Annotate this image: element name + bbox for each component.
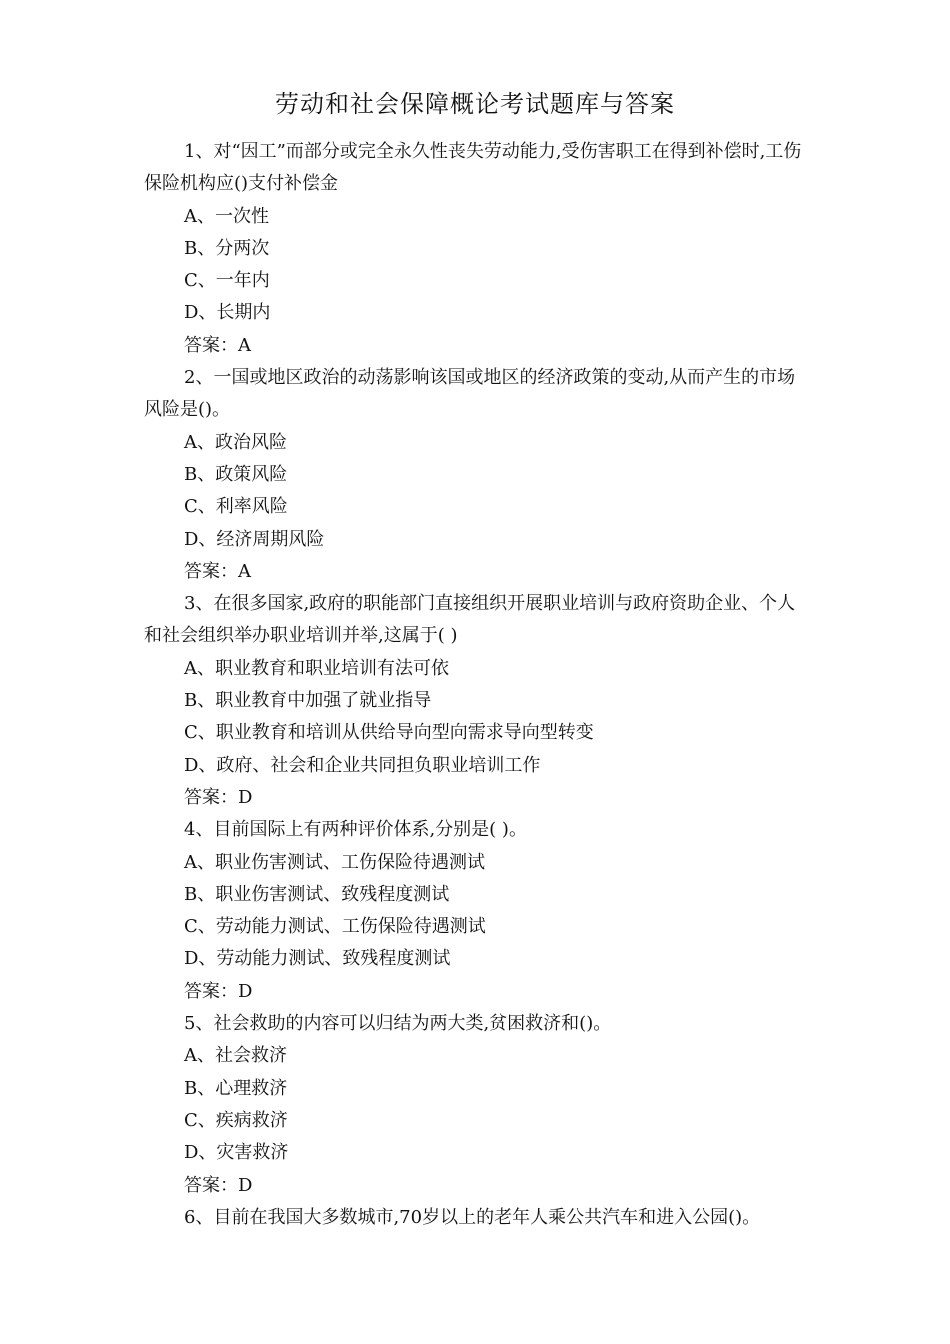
question-4	[144, 814, 804, 1008]
answer: 答案：D	[184, 980, 253, 1002]
option-d: D、劳动能力测试、致残程度测试	[184, 948, 451, 970]
option-c: C、疾病救济	[184, 1109, 288, 1131]
option-d: D、经济周期风险	[184, 528, 325, 550]
question-5	[144, 1008, 804, 1202]
option-a: A、一次性	[184, 205, 269, 227]
question-6	[144, 1202, 804, 1234]
option-a: A、社会救济	[184, 1045, 287, 1067]
answer: 答案：A	[184, 334, 251, 356]
question-stem: 4、目前国际上有两种评价体系,分别是( )。	[184, 819, 527, 841]
question-stem: 3、在很多国家,政府的职能部门直接组织开展职业培训与政府资助企业、个人和社会组织举办职业培训并举,这属于( )	[144, 593, 796, 647]
question-stem: 5、社会救助的内容可以归结为两大类,贫困救济和()。	[184, 1013, 612, 1035]
option-d: D、灾害救济	[184, 1142, 289, 1164]
answer: 答案：D	[184, 786, 253, 808]
option-c: C、劳动能力测试、工伤保险待遇测试	[184, 916, 486, 938]
question-stem: 6、目前在我国大多数城市,70岁以上的老年人乘公共汽车和进入公园()。	[184, 1206, 761, 1228]
option-c: C、一年内	[184, 270, 270, 292]
question-stem: 1、对“因工”而部分或完全永久性丧失劳动能力,受伤害职工在得到补偿时,工伤保险机构应()支付补偿金	[144, 141, 802, 195]
option-b: B、职业教育中加强了就业指导	[184, 690, 432, 712]
question-2	[144, 362, 804, 588]
option-a: A、政治风险	[184, 431, 287, 453]
answer: 答案：D	[184, 1174, 253, 1196]
option-b: B、政策风险	[184, 463, 288, 485]
option-b: B、分两次	[184, 237, 270, 259]
answer: 答案：A	[184, 560, 251, 582]
option-b: B、职业伤害测试、致残程度测试	[184, 883, 450, 905]
option-a: A、职业伤害测试、工伤保险待遇测试	[184, 851, 485, 873]
document-title: 劳动和社会保障概论考试题库与答案	[275, 90, 675, 118]
question-1	[144, 136, 804, 362]
question-stem: 2、一国或地区政治的动荡影响该国或地区的经济政策的变动,从而产生的市场风险是()。	[144, 367, 796, 421]
option-a: A、职业教育和职业培训有法可依	[184, 657, 449, 679]
option-c: C、利率风险	[184, 496, 288, 518]
question-3	[144, 588, 804, 814]
option-b: B、心理救济	[184, 1077, 288, 1099]
option-c: C、职业教育和培训从供给导向型向需求导向型转变	[184, 722, 594, 744]
option-d: D、长期内	[184, 302, 271, 324]
question-list	[144, 136, 804, 1234]
option-d: D、政府、社会和企业共同担负职业培训工作	[184, 754, 541, 776]
